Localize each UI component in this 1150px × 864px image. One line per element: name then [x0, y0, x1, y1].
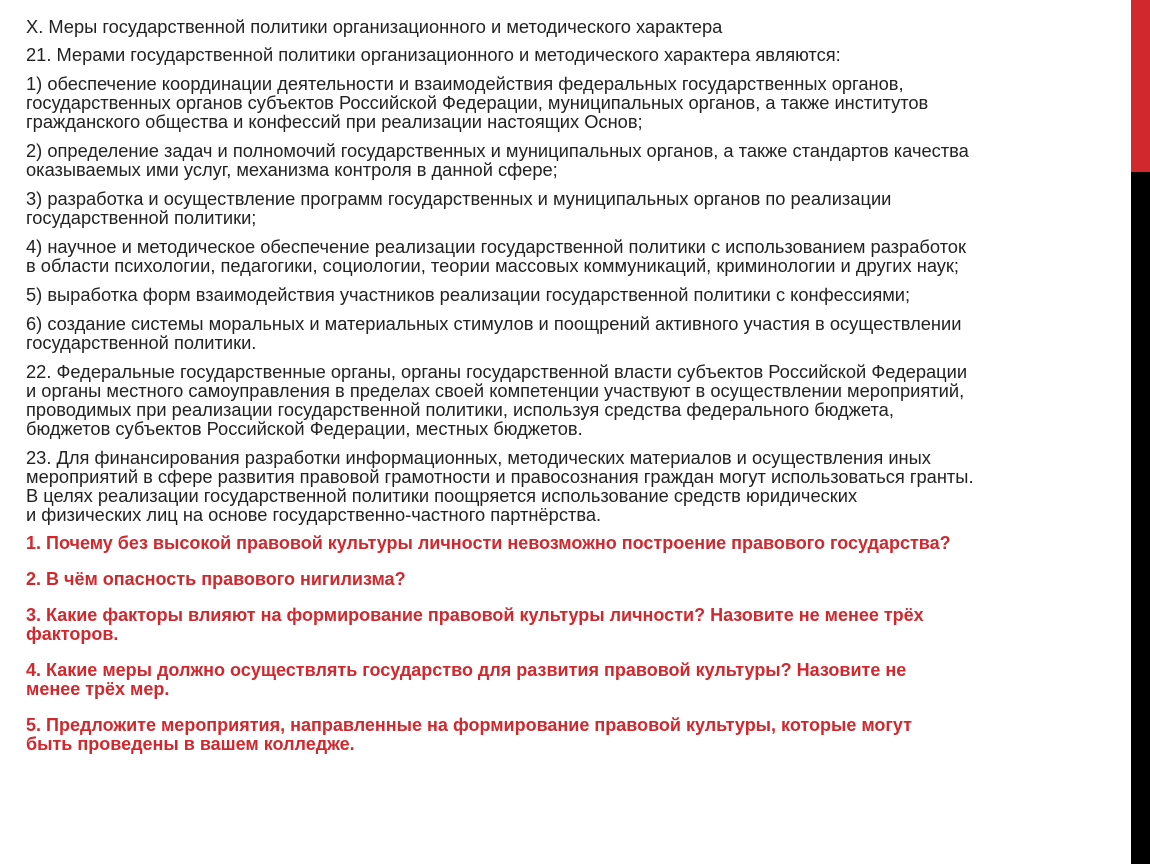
question-2: 2. В чём опасность правового нигилизма?: [26, 569, 406, 589]
accent-bar-red-segment: [1131, 0, 1150, 172]
list-item-1: 1) обеспечение координации деятельности и взаимодействия федеральных государственных органов, государственных органов субъектов Российской Федерации, муниципальных органов, а также институтов гражданского общества и конфессий при реализации настоящих Основ;: [26, 73, 929, 132]
list-item-2: 2) определение задач и полномочий государственных и муниципальных органов, а также стандартов качества оказываемых ими услуг, механизма контроля в данной сфере;: [26, 140, 969, 180]
paragraph-23: 23. Для финансирования разработки информационных, методических материалов и осуществления иных мероприятий в сфере развития правовой грамотности и правосознания граждан могут использоваться гранты. В целях реализации государственной политики поощряется использование средств юридических и физических лиц на основе государственно-частного партнёрства.: [26, 447, 974, 525]
question-5: 5. Предложите мероприятия, направленные на формирование правовой культуры, которые могут быть проведены в вашем колледже.: [26, 715, 912, 754]
paragraph-22: 22. Федеральные государственные органы, органы государственной власти субъектов Российской Федерации и органы местного самоуправления в пределах своей компетенции участвуют в осуществлении мероприятий, проводимых при реализации государственной политики, используя средства федерального бюджета, бюджетов субъектов Российской Федерации, местных бюджетов.: [26, 361, 968, 439]
list-item-4: 4) научное и методическое обеспечение реализации государственной политики с использованием разработок в области психологии, педагогики, социологии, теории массовых коммуникаций, криминологии и других наук;: [26, 236, 966, 276]
question-3: 3. Какие факторы влияют на формирование правовой культуры личности? Назовите не менее трёх факторов.: [26, 605, 924, 644]
list-item-5: 5) выработка форм взаимодействия участников реализации государственной политики с конфессиями;: [26, 284, 911, 305]
question-1: 1. Почему без высокой правовой культуры личности невозможно построение правового государства?: [26, 533, 951, 553]
question-4: 4. Какие меры должно осуществлять государство для развития правовой культуры? Назовите не менее трёх мер.: [26, 660, 907, 699]
slide-body: [26, 17, 1116, 771]
section-title: X. Меры государственной политики организационного и методического характера: [26, 16, 723, 37]
slide-accent-bar: [1131, 0, 1150, 864]
paragraph-21: 21. Мерами государственной политики организационного и методического характера являются:: [26, 44, 841, 65]
list-item-6: 6) создание системы моральных и материальных стимулов и поощрений активного участия в осуществлении государственной политики.: [26, 313, 962, 353]
list-item-3: 3) разработка и осуществление программ государственных и муниципальных органов по реализации государственной политики;: [26, 188, 892, 228]
